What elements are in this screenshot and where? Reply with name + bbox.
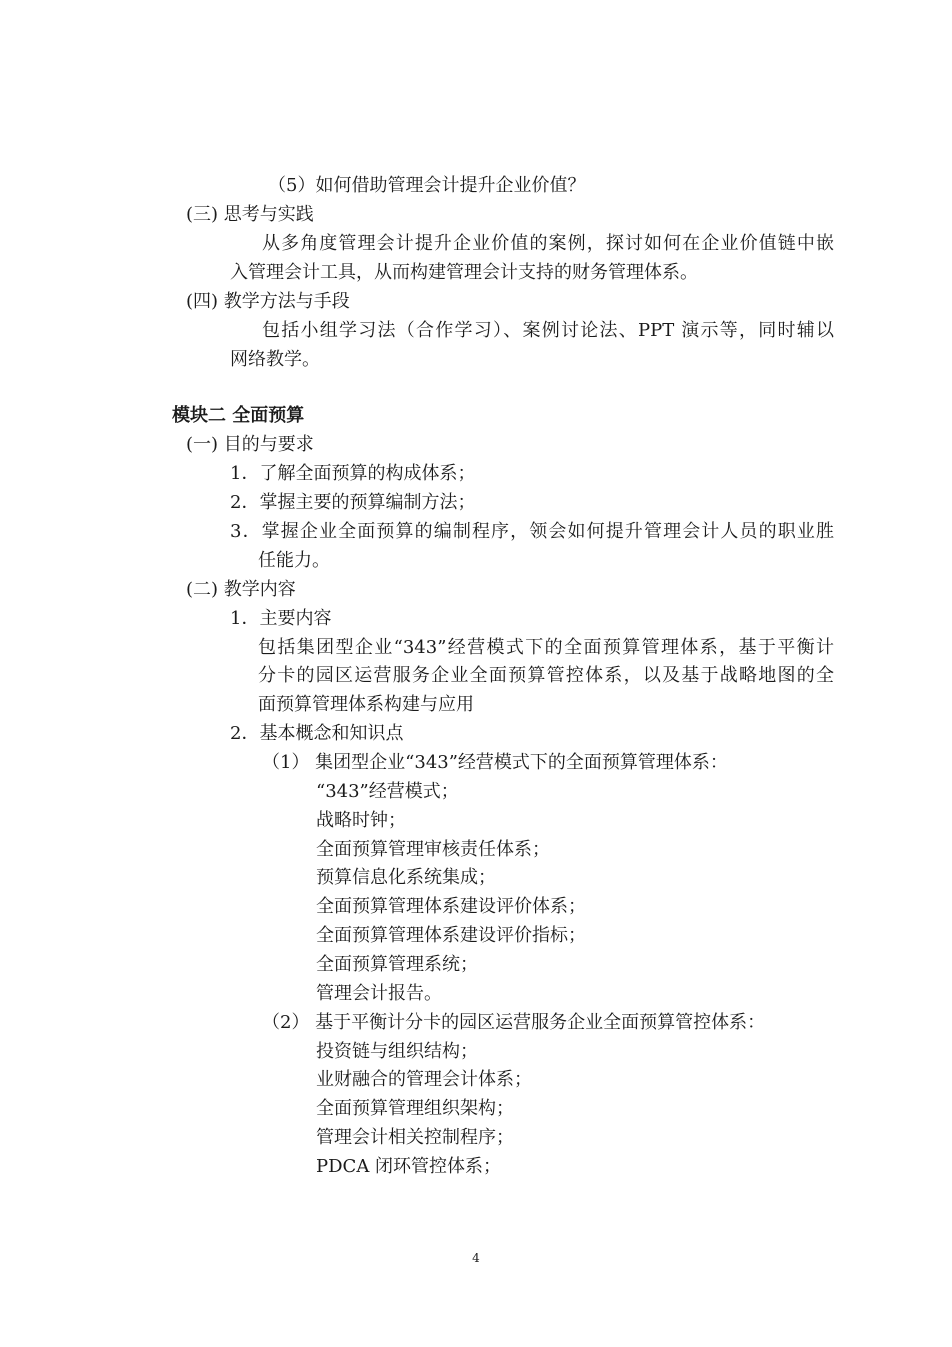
paragraph-line: 网络教学。: [230, 349, 320, 370]
subsection-heading: 2．基本概念和知识点: [230, 723, 404, 744]
concept-item: 全面预算管理系统；: [316, 954, 478, 975]
item-5-question: （5）如何借助管理会计提升企业价值？: [268, 175, 586, 196]
subsection-heading: 1．主要内容: [230, 608, 332, 629]
sub-item-heading: （1） 集团型企业“343”经营模式下的全面预算管理体系：: [262, 752, 728, 773]
paragraph-line: 分卡的园区运营服务企业全面预算管控体系，以及基于战略地图的全: [258, 665, 834, 686]
concept-item: 业财融合的管理会计体系；: [316, 1069, 532, 1090]
section-heading-content: (二) 教学内容: [186, 579, 296, 600]
concept-item: 全面预算管理体系建设评价指标；: [316, 925, 586, 946]
concept-item: 全面预算管理组织架构；: [316, 1098, 514, 1119]
paragraph-line: 包括小组学习法（合作学习）、案例讨论法、PPT 演示等，同时辅以: [262, 320, 834, 341]
paragraph-line: 从多角度管理会计提升企业价值的案例，探讨如何在企业价值链中嵌: [262, 233, 834, 254]
concept-item: 全面预算管理体系建设评价体系；: [316, 896, 586, 917]
list-item: 3．掌握企业全面预算的编制程序，领会如何提升管理会计人员的职业胜: [230, 521, 834, 542]
list-item: 2．掌握主要的预算编制方法；: [230, 492, 476, 513]
paragraph-line: 面预算管理体系构建与应用: [258, 694, 474, 715]
section-heading-teaching-methods: (四) 教学方法与手段: [186, 291, 350, 312]
list-item-continuation: 任能力。: [258, 550, 330, 571]
sub-item-heading: （2） 基于平衡计分卡的园区运营服务企业全面预算管控体系：: [262, 1012, 766, 1033]
module-title: 模块二 全面预算: [172, 405, 305, 426]
list-item: 1．了解全面预算的构成体系；: [230, 463, 476, 484]
section-heading-objectives: (一) 目的与要求: [186, 434, 314, 455]
concept-item: “343”经营模式；: [316, 781, 459, 802]
concept-item: PDCA 闭环管控体系；: [316, 1156, 502, 1177]
concept-item: 管理会计报告。: [316, 983, 442, 1004]
concept-item: 投资链与组织结构；: [316, 1041, 478, 1062]
paragraph-line: 包括集团型企业“343”经营模式下的全面预算管理体系，基于平衡计: [258, 637, 834, 658]
concept-item: 预算信息化系统集成；: [316, 867, 496, 888]
page-number: 4: [472, 1251, 480, 1265]
section-heading-think-practice: (三) 思考与实践: [186, 204, 314, 225]
concept-item: 管理会计相关控制程序；: [316, 1127, 514, 1148]
concept-item: 全面预算管理审核责任体系；: [316, 839, 550, 860]
paragraph-line: 入管理会计工具，从而构建管理会计支持的财务管理体系。: [230, 262, 698, 283]
concept-item: 战略时钟；: [316, 810, 406, 831]
